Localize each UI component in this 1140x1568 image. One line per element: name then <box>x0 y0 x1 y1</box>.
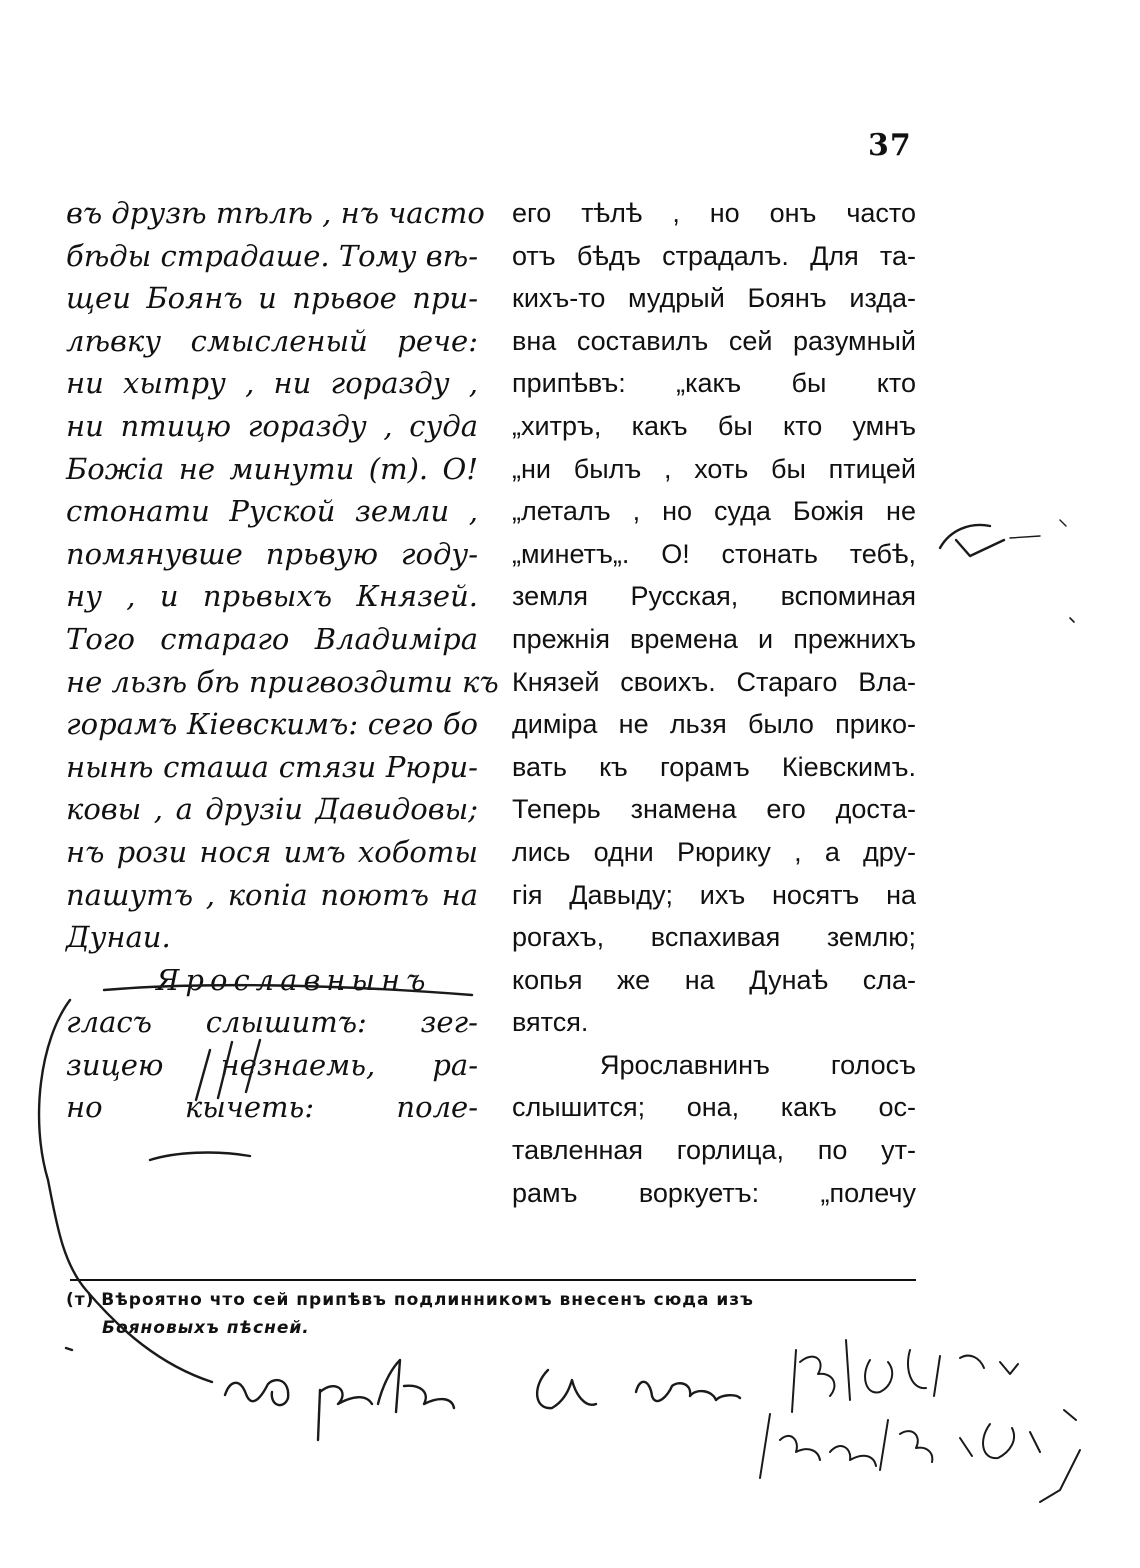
footnote-line-2: Бояновыхъ пѣсней. <box>102 1318 310 1338</box>
right-line-2: отъ бѣдъ страдалъ. Для та- <box>512 240 916 271</box>
handwriting-word-3 <box>537 1370 596 1408</box>
right-line-7: „ни былъ , хоть бы птицей <box>512 453 916 484</box>
stray-mark-1 <box>66 1348 72 1350</box>
right-line-22: слышится; она, какъ ос- <box>512 1092 916 1123</box>
left-line-16: нъ рози нося имъ хоботы <box>66 834 478 869</box>
handwriting-word-1 <box>225 1380 288 1405</box>
left-line-8: стонати Руской земли , <box>66 494 478 529</box>
left-line-20: гласъ слышитъ: зег- <box>66 1005 478 1040</box>
left-line-4: лѣвку смысленый рече: <box>66 323 478 358</box>
left-line-15: ковы , а друзіи Давидовы; <box>66 792 478 827</box>
right-line-14: вать къ горамъ Кіевскимъ. <box>512 751 916 782</box>
left-line-7: Божіа не минути (т). О! <box>66 451 478 486</box>
right-line-19: копья же на Дунаѣ сла- <box>512 964 916 995</box>
left-line-6: ни птицю горазду , суда <box>66 408 478 443</box>
right-line-13: диміра не льзя было прико- <box>512 709 916 740</box>
right-line-6: „хитръ, какъ бы кто умнъ <box>512 410 916 441</box>
right-column-translation <box>512 192 916 1214</box>
right-line-16: лись одни Рюрику , а дру- <box>512 836 916 867</box>
footnote-line-1: (т) Вѣроятно что сей припѣвъ подлинникомъ внесенъ сюда изъ <box>66 1290 754 1310</box>
left-line-5: ни хытру , ни горазду , <box>66 366 478 401</box>
left-line-9: помянувше прьвую году- <box>66 536 478 571</box>
right-line-17: гія Давыду; ихъ носятъ на <box>512 879 916 910</box>
right-line-10: земля Русская, вспоминая <box>512 581 916 612</box>
right-line-8: „леталъ , но суда Божія не <box>512 496 916 527</box>
right-line-11: прежнія времена и прежнихъ <box>512 623 916 654</box>
margin-dash-stroke <box>1010 520 1066 538</box>
right-line-15: Теперь знамена его доста- <box>512 794 916 825</box>
left-line-17: пашутъ , копіа поютъ на <box>66 877 478 912</box>
left-line-14: нынѣ сташа стязи Рюри- <box>66 749 478 784</box>
left-column-old-text <box>66 192 499 1129</box>
footnote <box>66 1286 918 1342</box>
right-line-1: его тѣлѣ , но онъ часто <box>512 198 916 228</box>
left-line-2: бѣды страдаше. Тому вѣ- <box>66 238 478 273</box>
right-line-18: рогахъ, вспахивая землю; <box>512 922 916 953</box>
handwriting-word-2 <box>318 1360 454 1440</box>
handwriting-word-4 <box>636 1382 740 1401</box>
right-line-23: тавленная горлица, по ут- <box>512 1135 916 1166</box>
left-line-21: зицею незнаемь, ра- <box>66 1047 478 1082</box>
right-line-9: „минетъ„. О! стонать тебѣ, <box>512 538 916 569</box>
handwriting-word-6 <box>760 1410 1080 1502</box>
right-line-24: рамъ воркуетъ: „полечу <box>512 1177 916 1208</box>
left-line-18: Дунаи. <box>66 920 171 955</box>
right-line-5: припѣвъ: „какъ бы кто <box>512 368 916 399</box>
stray-mark-2 <box>1070 618 1074 622</box>
right-line-21: Ярославнинъ голосъ <box>600 1049 916 1080</box>
right-line-4: вна составилъ сей разумный <box>512 325 916 356</box>
left-line-10: ну , и прьвыхъ Князей. <box>66 579 478 614</box>
left-line-12: не льзѣ бѣ пригвоздити къ <box>66 664 499 699</box>
left-line-3: щеи Боянъ и прьвое при- <box>66 281 478 316</box>
strike-stroke <box>150 1153 250 1160</box>
right-line-3: кихъ-то мудрый Боянъ изда- <box>512 283 916 314</box>
right-line-12: Князей своихъ. Стараго Вла- <box>512 666 916 697</box>
page-number: 37 <box>868 128 912 163</box>
check-mark-stroke <box>940 525 1004 556</box>
left-line-13: горамъ Кіевскимъ: сего бо <box>66 707 478 742</box>
handwriting-word-5 <box>792 1340 1018 1412</box>
left-line-11: Того стараго Владиміра <box>66 621 478 656</box>
footnote-rule <box>70 1279 916 1281</box>
right-line-20: вятся. <box>512 1007 589 1038</box>
left-line-22: но кычеть: поле- <box>66 1090 478 1125</box>
left-line-1: въ друзѣ тѣлѣ , нъ часто <box>66 196 485 230</box>
left-line-19: Ярославнынъ <box>156 962 432 997</box>
